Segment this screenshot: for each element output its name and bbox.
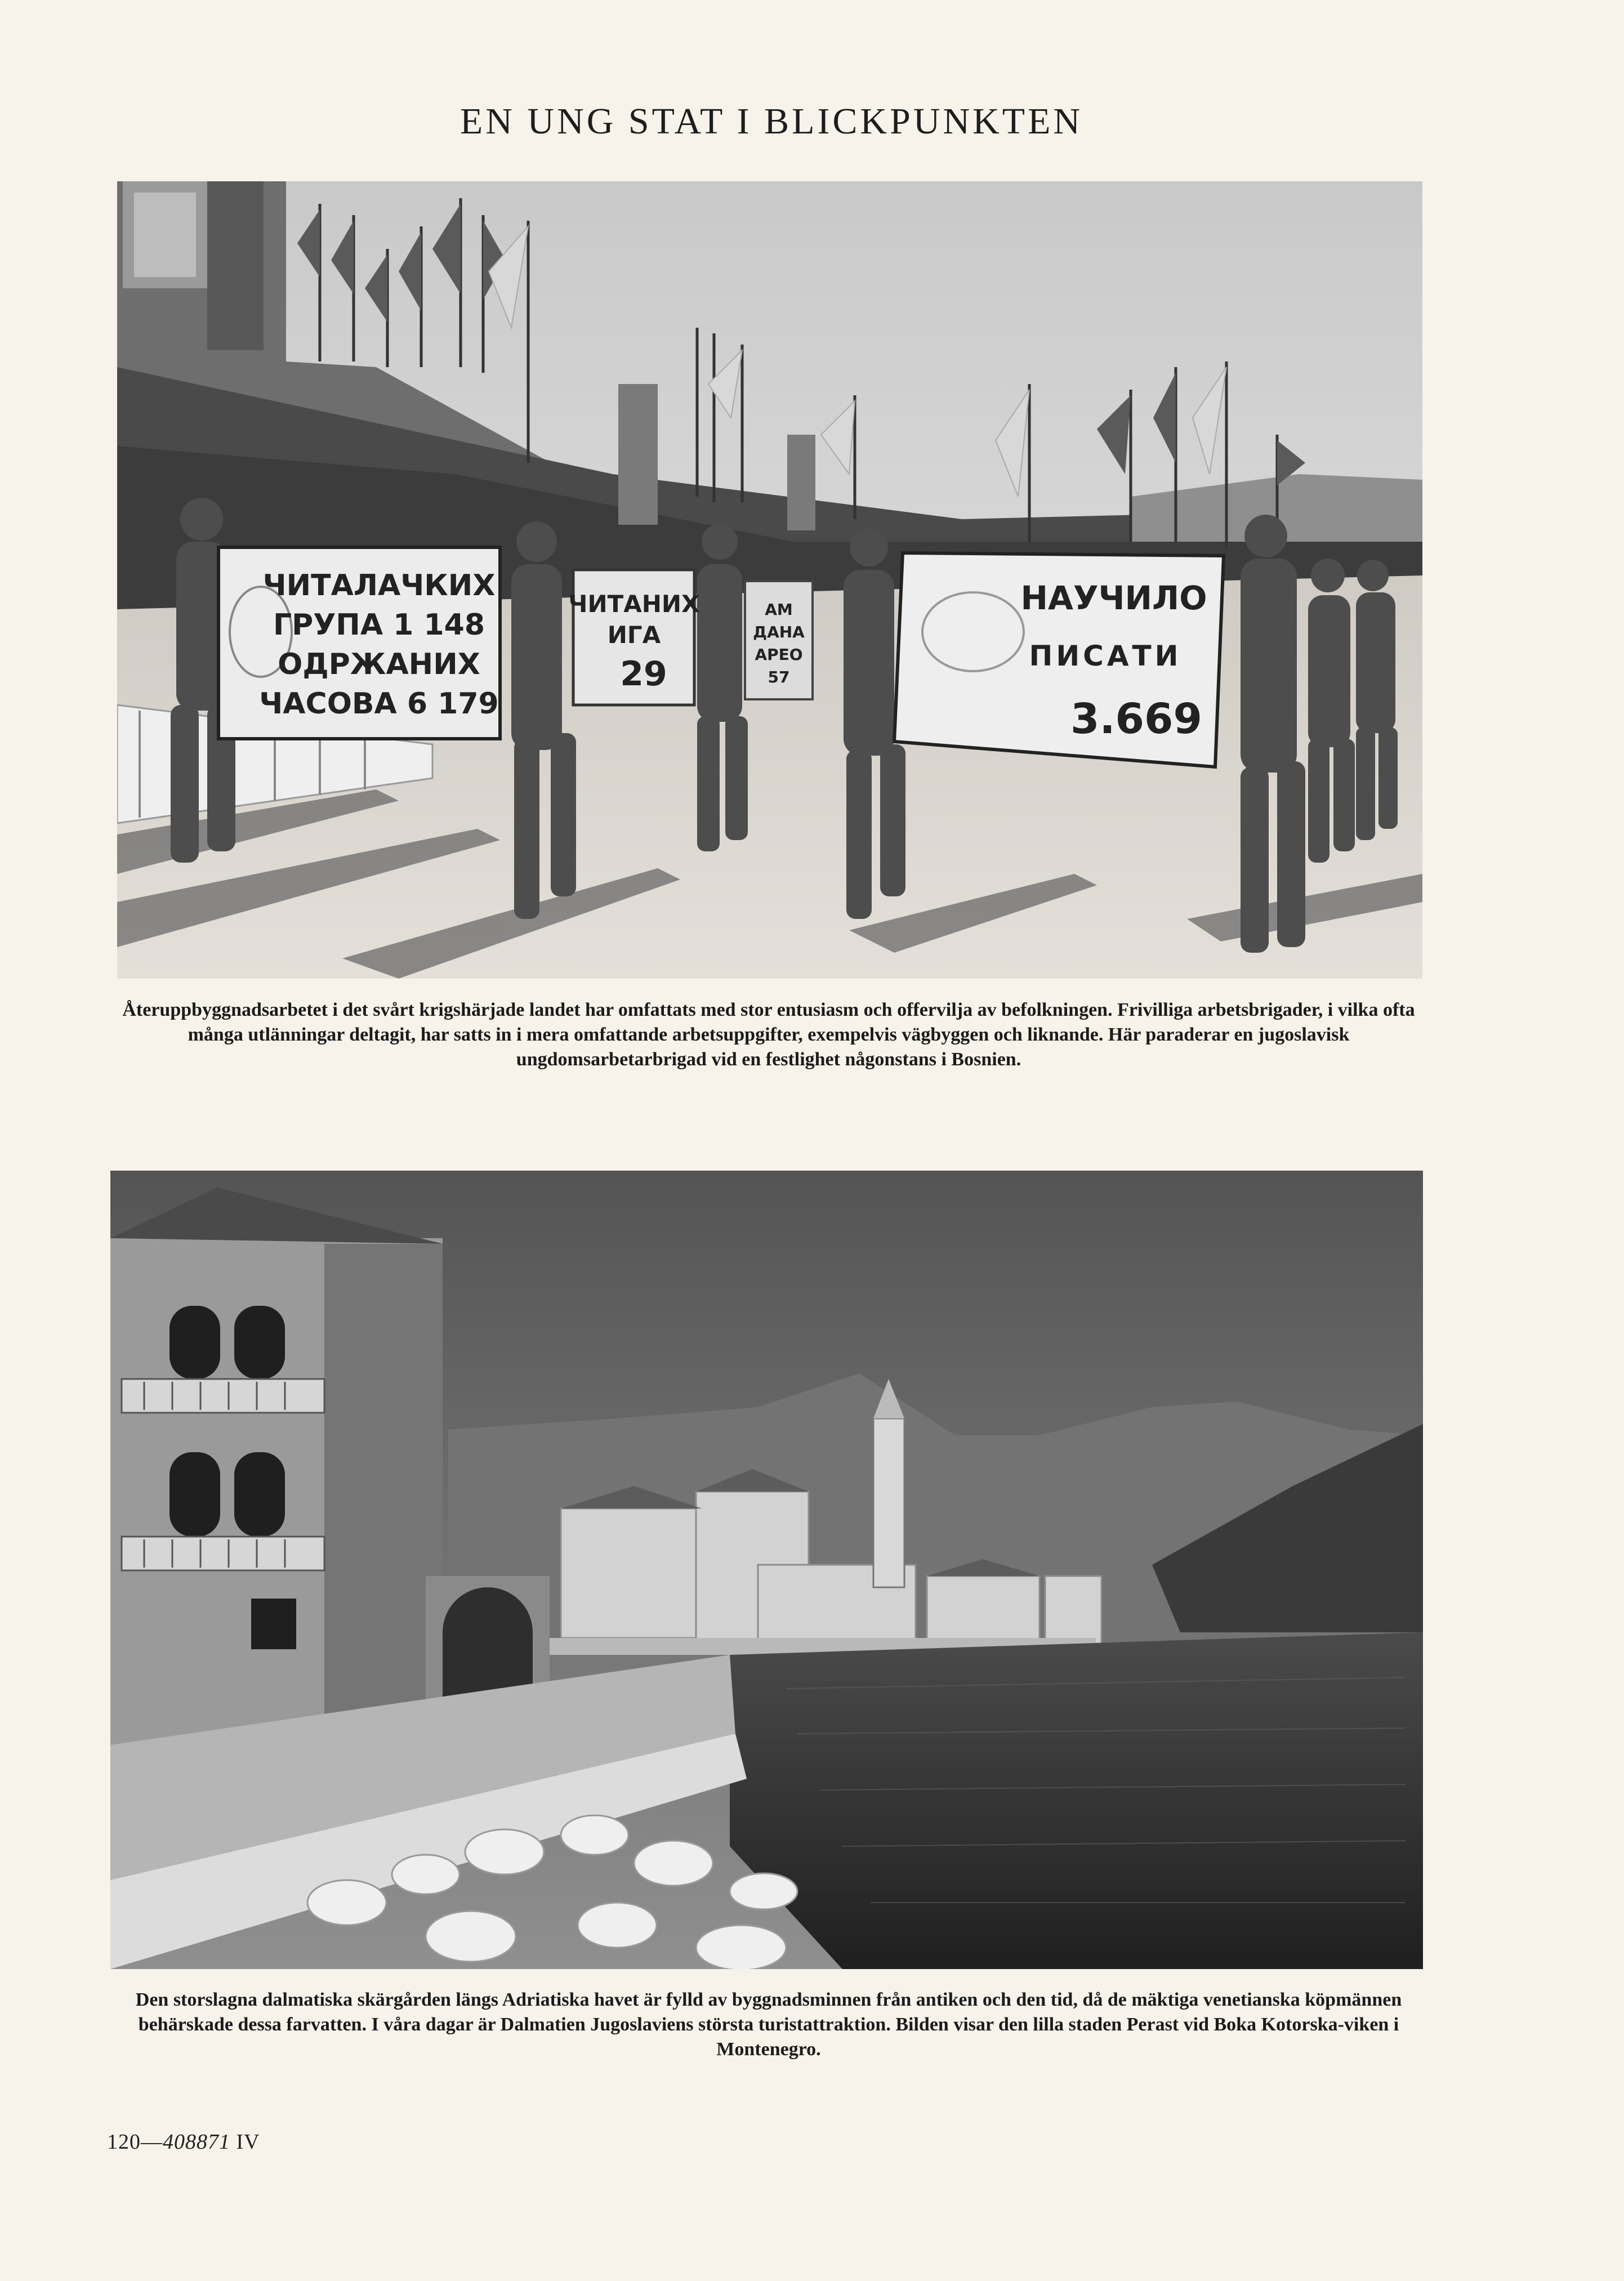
middle-placard-line-2: ИГА [607,621,661,649]
page-title: EN UNG STAT I BLICKPUNKTEN [459,101,1083,142]
small-placard-line-3: АРЕО [755,645,803,664]
section-numeral: IV [236,2130,260,2154]
left-placard-line-3: ОДРЖАНИХ [278,648,480,681]
right-placard [894,553,1224,767]
parade-photo-caption: Återuppbyggnadsarbetet i det svårt krigshärjade landet har omfattats med stor entusiasm och offervilja av befolkningen. Frivilliga arbetsbrigader, i vilka ofta många utlänningar deltagit, har satts in i mera omfattande arbetsuppgifter, exempelvis vägbyggen och liknande. Här paraderar en jugoslavisk ungdomsarbetarbrigad vid en festlighet någonstans i Bosnien. [122,999,1415,1070]
print-code: 408871 [163,2130,230,2154]
perast-photo [110,1171,1423,1969]
middle-placard-line-1: ЧИТАНИХ [568,590,700,618]
small-placard-line-1: АМ [765,600,793,619]
left-placard-line-2: ГРУПА 1 148 [273,608,485,642]
right-placard-line-3: 3.669 [1070,695,1203,743]
left-placard [218,547,500,739]
page-number: 120— [107,2130,163,2154]
middle-placard [569,570,700,705]
page-folio [107,2130,260,2154]
right-placard-line-1: НАУЧИЛО [1020,579,1207,617]
small-placard [745,581,813,699]
perast-photo-caption: Den storslagna dalmatiska skärgården längs Adriatiska havet är fylld av byggnadsminnen från antiken och den tid, då de mäktiga venetianska köpmännen behärskade dessa farvatten. I våra dagar är Dalmatien Jugoslaviens största turistattraktion. Bilden visar den lilla staden Perast vid Boka Kotorska-viken i Montenegro. [135,1989,1402,2060]
parade-photo [117,181,1422,979]
left-placard-line-1: ЧИТАЛАЧКИХ [262,569,496,602]
small-placard-line-2: ДАНА [753,623,805,641]
small-placard-line-4: 57 [768,668,790,686]
left-placard-line-4: ЧАСОВА 6 179 [259,687,499,721]
right-placard-line-2: ПИСАТИ [1029,640,1182,672]
middle-placard-line-3: 29 [620,654,667,694]
